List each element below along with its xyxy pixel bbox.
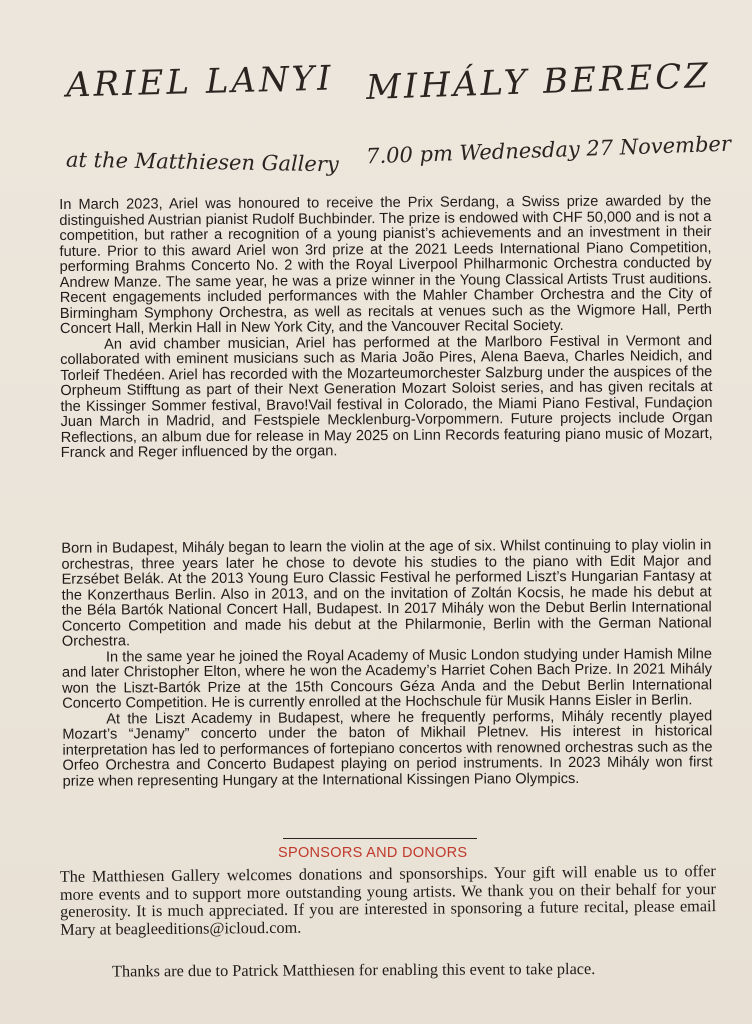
performer-name-ariel: ARIEL LANYI: [65, 58, 335, 106]
sponsors-heading: SPONSORS AND DONORS: [278, 845, 468, 861]
mihaly-bio-paragraph-3: At the Liszt Academy in Budapest, where he frequently performs, Mihály recently played Mozart’s “Jenamy” concerto under the baton of Mikhail Pletnev. His interest in historical interpretation has led to performances of fortepiano concertos with renowned orchestras such as the Orfeo Orchestra and Concerto Budapest playing on period instruments. In 2023 Mihály won first prize when representing Hungary at the International Kissingen Piano Olympics.: [62, 707, 713, 790]
ariel-bio-paragraph-2: An avid chamber musician, Ariel has performed at the Marlboro Festival in Vermont and collaborated with eminent musicians such as Maria João Pires, Alena Baeva, Charles Neidich, and Torleif Thedéen. Ariel has recorded with the Mozarteumorchester Salzburg under the auspices of the Orpheum Stifftung as part of their Next Generation Mozart Soloist series, and has given recitals at the Kissinger Sommer festival, Bravo!Vail festival in Colorado, the Miami Piano Festival, Fundaçion Juan March in Madrid, and Festspiele Mecklenburg-Vorpommern. Future projects include Organ Reflections, an album due for release in May 2025 on Linn Records featuring piano music of Mozart, Franck and Reger influenced by the organ.: [60, 332, 713, 461]
datetime-line: 7.00 pm Wednesday 27 November: [365, 131, 732, 169]
section-divider: [283, 838, 477, 839]
thanks-note: Thanks are due to Patrick Matthiesen for enabling this event to take place.: [111, 958, 596, 981]
venue-line: at the Matthiesen Gallery: [65, 147, 339, 177]
ariel-bio-paragraph-1: In March 2023, Ariel was honoured to receive the Prix Serdang, a Swiss prize awarded by the distinguished Austrian pianist Rudolf Buchbinder. The prize is endowed with CHF 50,000 and is not a competition, but rather a recognition of a young pianist’s achievements and an investment in their future. Prior to this award Ariel won 3rd prize at the 2021 Leeds International Piano Competition, performing Brahms Concerto No. 2 with the Royal Liverpool Philharmonic Orchestra conducted by Andrew Manze. The same year, he was a prize winner in the Young Classical Artists Trust auditions. Recent engagements included performances with the Mahler Chamber Orchestra and the City of Birmingham Symphony Orchestra, as well as recitals at venues such as the Wigmore Hall, Perth Concert Hall, Merkin Hall in New York City, and the Vancouver Recital Society.: [59, 193, 712, 337]
ariel-biography: [59, 194, 713, 461]
mihaly-bio-paragraph-2: In the same year he joined the Royal Academy of Music London studying under Hamish Milne and later Christopher Elton, where he won the Academy’s Harriet Cohen Bach Prize. In 2021 Mihály won the Liszt-Bartók Prize at the 15th Concours Géza Anda and the Debut Berlin International Concerto Competition. He is currently enrolled at the Hochschule für Musik Hanns Eisler in Berlin.: [61, 645, 713, 712]
mihaly-biography: [61, 538, 712, 789]
mihaly-bio-paragraph-1: Born in Budapest, Mihály began to learn the violin at the age of six. Whilst continuing to play violin in orchestras, three years later he chose to devote his studies to the piano with Edit Major and Erzsébet Belák. At the 2013 Young Euro Classic Festival he performed Liszt’s Hungarian Fantasy at the Konzerthaus Berlin. Also in 2013, and on the invitation of Zoltán Kocsis, he made his debut at the Béla Bartók National Concert Hall, Budapest. In 2017 Mihály won the Debut Berlin International Concerto Competition and made his debut at the Philarmonie, Berlin with the German National Orchestra.: [61, 537, 712, 650]
performer-name-mihaly: MIHÁLY BERECZ: [365, 55, 712, 109]
sponsors-text: The Matthiesen Gallery welcomes donations and sponsorships. Your gift will enable us to offer more events and to support more outstanding young artists. We thank you on their behalf for your generosity. It is much appreciated. If you are interested in sponsoring a future recital, please email Mary at beagleeditions@icloud.com.: [59, 861, 717, 939]
